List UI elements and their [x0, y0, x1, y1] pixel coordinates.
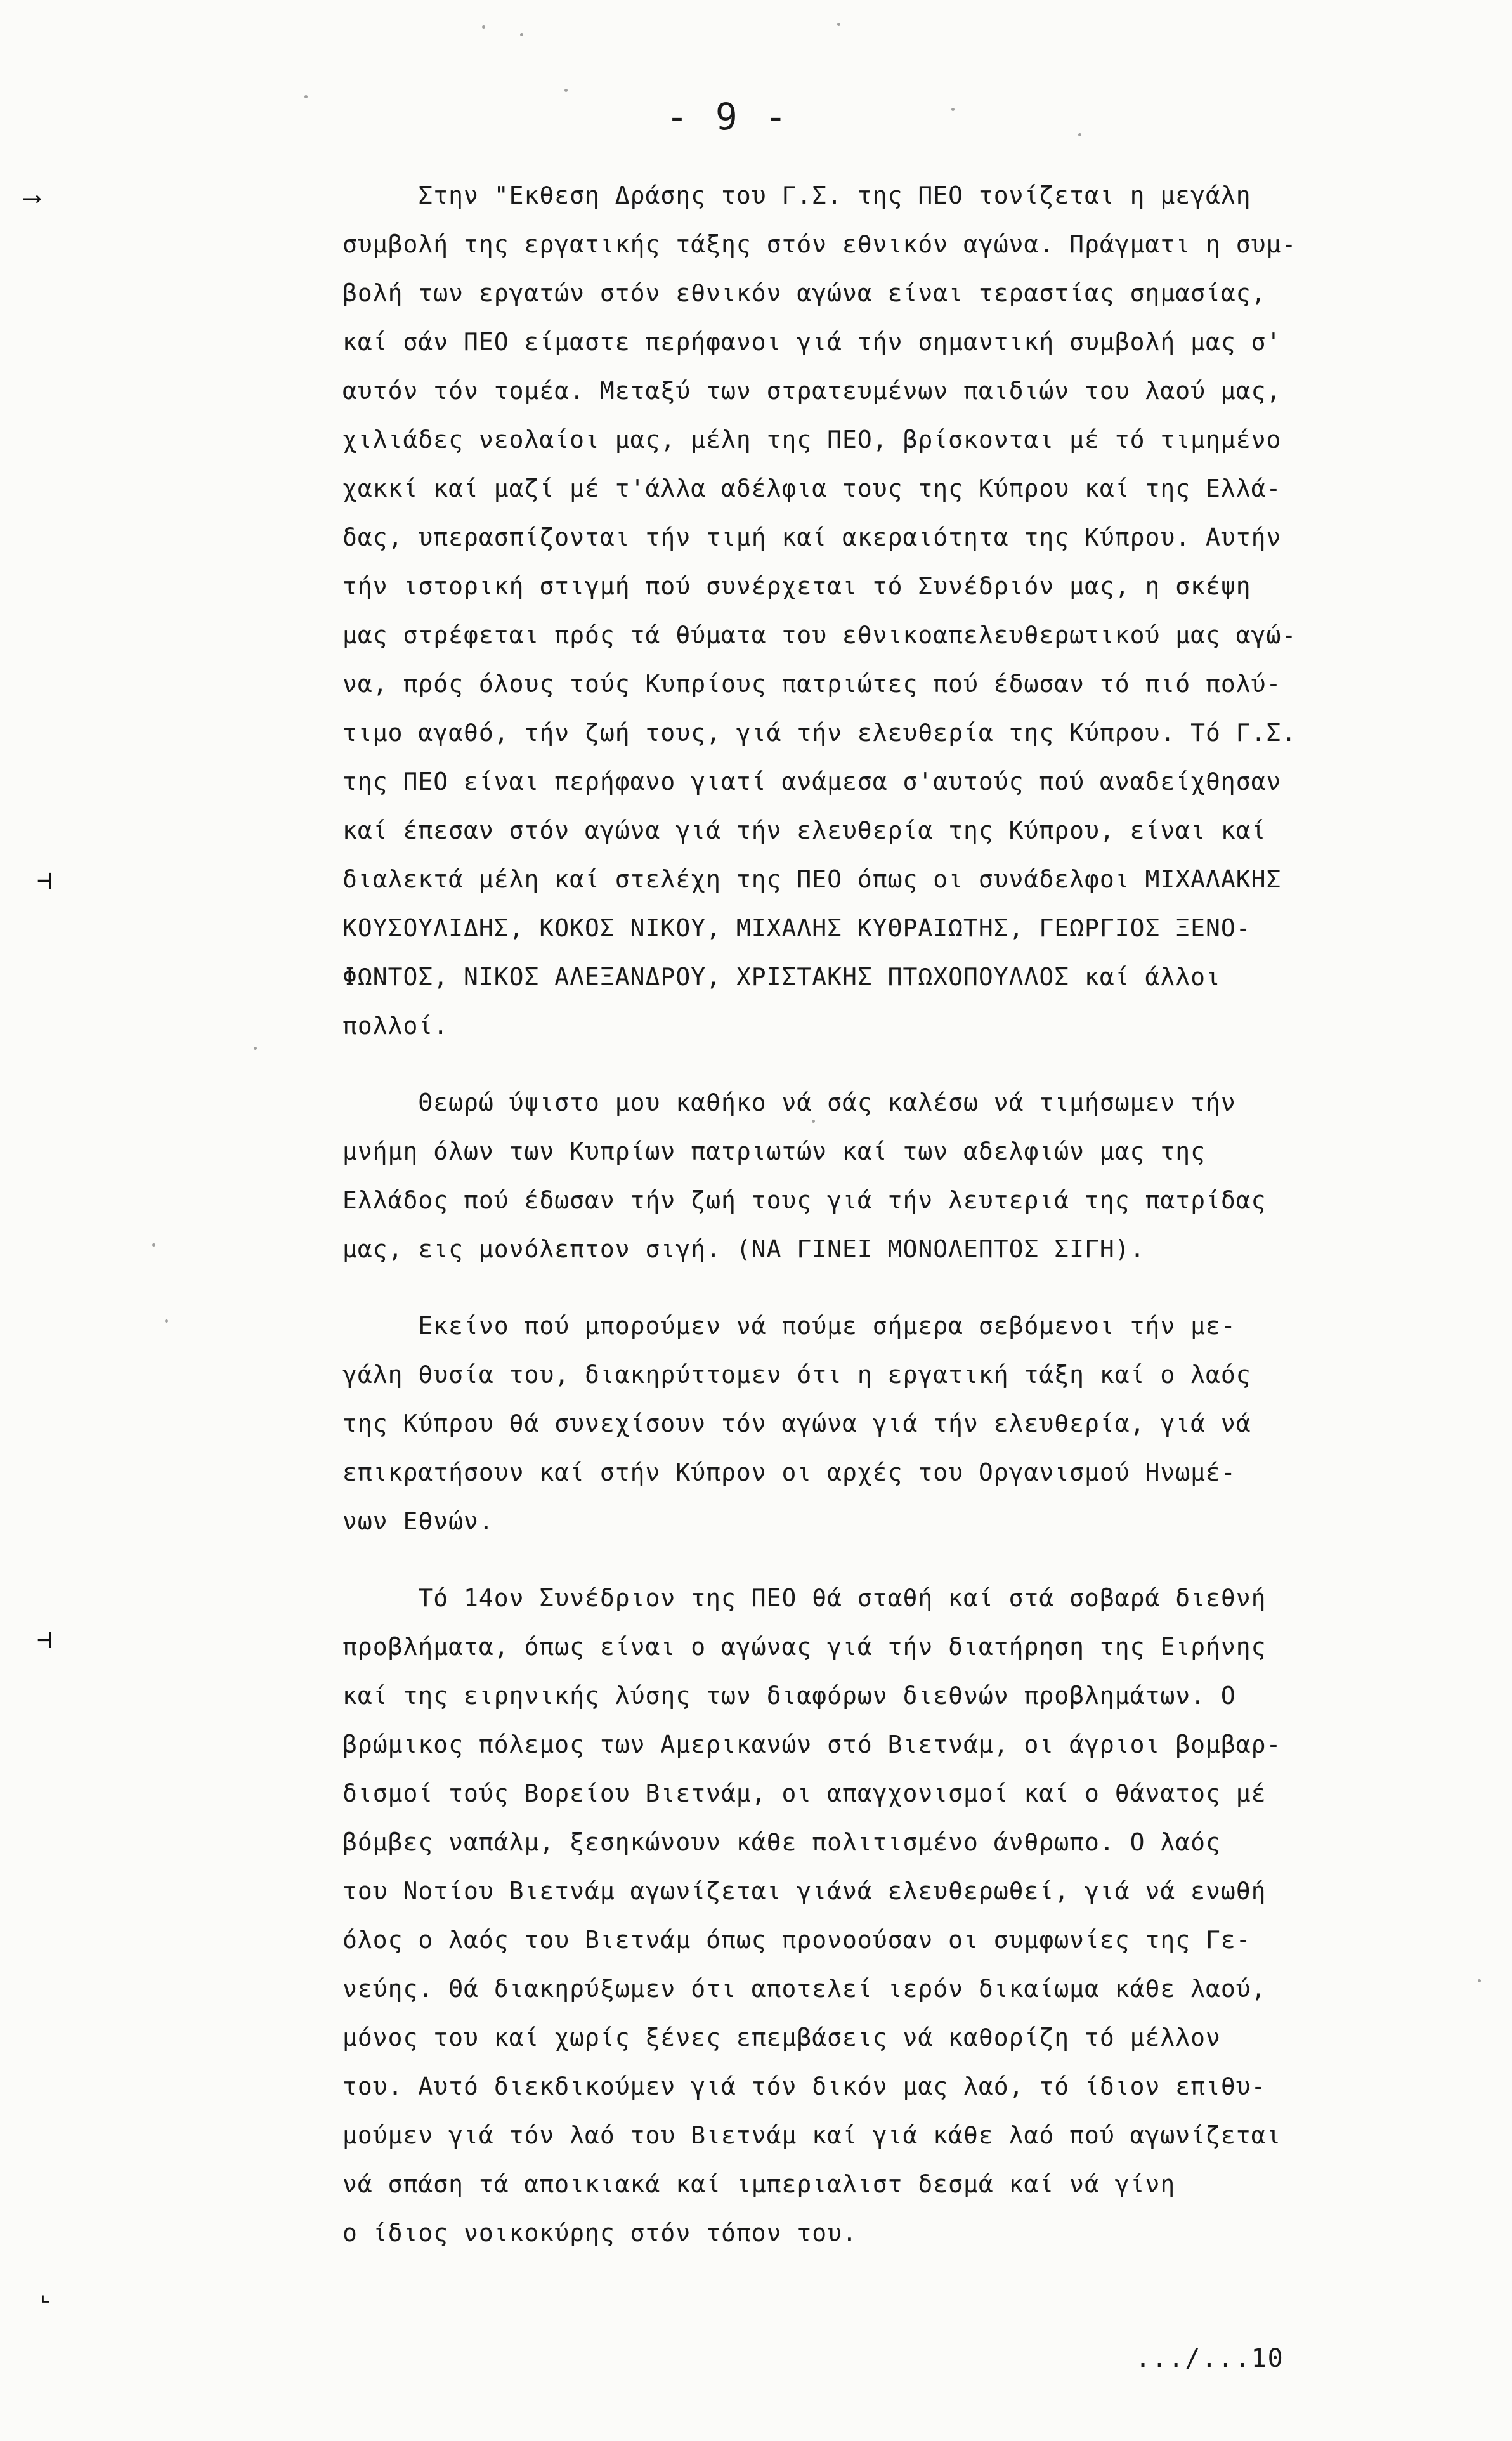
text-line: προβλήματα, όπως είναι ο αγώνας γιά τήν διατήρηση της Ειρήνης	[342, 1633, 1267, 1661]
scan-speck	[152, 1243, 155, 1247]
margin-mark: ⟶	[24, 183, 40, 213]
paragraph-gap	[342, 1274, 1459, 1302]
paragraph-international-problems	[342, 1574, 1459, 2258]
text-line: δισμοί τούς Βορείου Βιετνάμ, οι απαγχονισμοί καί ο θάνατος μέ	[342, 1779, 1267, 1807]
text-line: διαλεκτά μέλη καί στελέχη της ΠΕΟ όπως οι συνάδελφοι ΜΙΧΑΛΑΚΗΣ	[342, 865, 1282, 893]
paragraph-declaration	[342, 1302, 1459, 1546]
continuation-marker: .../...10	[1135, 2344, 1284, 2373]
text-line: νά σπάση τά αποικιακά καί ιμπεριαλιστ δεσμά καί νά γίνη	[342, 2170, 1176, 2198]
text-line: πολλοί.	[342, 1012, 449, 1040]
margin-mark: ⊣	[37, 1625, 53, 1654]
scan-speck	[482, 25, 485, 29]
text-line: Θεωρώ ύψιστο μου καθήκο νά σάς καλέσω νά τιμήσωμεν τήν	[342, 1089, 1236, 1116]
paragraph-gap	[342, 1050, 1459, 1078]
scan-speck	[520, 33, 523, 36]
margin-mark: ⌞	[39, 2282, 53, 2307]
text-line: μνήμη όλων των Κυπρίων πατριωτών καί των αδελφιών μας της	[342, 1137, 1206, 1165]
scan-speck	[951, 108, 955, 111]
text-line: τήν ιστορική στιγμή πού συνέρχεται τό Συνέδριόν μας, η σκέψη	[342, 572, 1251, 600]
text-line: χιλιάδες νεολαίοι μας, μέλη της ΠΕΟ, βρίσκονται μέ τό τιμημένο	[342, 426, 1282, 454]
text-line: επικρατήσουν καί στήν Κύπρον οι αρχές του Οργανισμού Ηνωμέ-	[342, 1458, 1236, 1486]
text-line: ΚΟΥΣΟΥΛΙΔΗΣ, ΚΟΚΟΣ ΝΙΚΟΥ, ΜΙΧΑΛΗΣ ΚΥΘΡΑΙΩΤΗΣ, ΓΕΩΡΓΙΟΣ ΞΕΝΟ-	[342, 914, 1251, 942]
text-line: μας, εις μονόλεπτον σιγή. (ΝΑ ΓΙΝΕΙ ΜΟΝΟΛΕΠΤΟΣ ΣΙΓΗ).	[342, 1235, 1145, 1263]
text-line: μας στρέφεται πρός τά θύματα του εθνικοαπελευθερωτικού μας αγώ-	[342, 621, 1297, 649]
text-line: συμβολή της εργατικής τάξης στόν εθνικόν αγώνα. Πράγματι η συμ-	[342, 230, 1297, 258]
paragraph-gap	[342, 1546, 1459, 1574]
text-line: τιμο αγαθό, τήν ζωή τους, γιά τήν ελευθερία της Κύπρου. Τό Γ.Σ.	[342, 719, 1297, 747]
text-line: χακκί καί μαζί μέ τ'άλλα αδέλφια τους της Κύπρου καί της Ελλά-	[342, 474, 1282, 502]
text-line: Τό 14ον Συνέδριον της ΠΕΟ θά σταθή καί στά σοβαρά διεθνή	[342, 1584, 1267, 1612]
text-line: καί της ειρηνικής λύσης των διαφόρων διεθνών προβλημάτων. Ο	[342, 1682, 1236, 1710]
scan-speck	[1078, 133, 1081, 136]
text-line: μούμεν γιά τόν λαό του Βιετνάμ καί γιά κάθε λαό πού αγωνίζεται	[342, 2121, 1282, 2149]
scan-speck	[564, 89, 568, 92]
scan-speck	[1478, 1979, 1481, 1982]
text-line: ΦΩΝΤΟΣ, ΝΙΚΟΣ ΑΛΕΞΑΝΔΡΟΥ, ΧΡΙΣΤΑΚΗΣ ΠΤΩΧΟΠΟΥΛΛΟΣ καί άλλοι	[342, 963, 1221, 991]
text-line: Εκείνο πού μπορούμεν νά πούμε σήμερα σεβόμενοι τήν με-	[342, 1312, 1236, 1340]
text-line: Ελλάδος πού έδωσαν τήν ζωή τους γιά τήν λευτεριά της πατρίδας	[342, 1186, 1267, 1214]
text-line: της ΠΕΟ είναι περήφανο γιατί ανάμεσα σ'αυτούς πού αναδείχθησαν	[342, 768, 1282, 795]
document-body	[342, 171, 1459, 2258]
text-line: αυτόν τόν τομέα. Μεταξύ των στρατευμένων παιδιών του λαού μας,	[342, 377, 1282, 405]
text-line: μόνος του καί χωρίς ξένες επεμβάσεις νά καθορίζη τό μέλλον	[342, 2024, 1221, 2052]
paragraph-union-contribution	[342, 171, 1459, 1050]
scan-speck	[304, 95, 308, 98]
text-line: βολή των εργατών στόν εθνικόν αγώνα είναι τεραστίας σημασίας,	[342, 279, 1267, 307]
text-line: καί σάν ΠΕΟ είμαστε περήφανοι γιά τήν σημαντική συμβολή μας σ'	[342, 328, 1282, 356]
text-line: νεύης. Θά διακηρύξωμεν ότι αποτελεί ιερόν δικαίωμα κάθε λαού,	[342, 1975, 1267, 2003]
text-line: καί έπεσαν στόν αγώνα γιά τήν ελευθερία της Κύπρου, είναι καί	[342, 816, 1267, 844]
text-line: βρώμικος πόλεμος των Αμερικανών στό Βιετνάμ, οι άγριοι βομβαρ-	[342, 1731, 1282, 1758]
paragraph-minute-of-silence	[342, 1078, 1459, 1274]
scan-speck	[165, 1319, 168, 1323]
margin-mark: ⊣	[37, 866, 53, 895]
text-line: της Κύπρου θά συνεχίσουν τόν αγώνα γιά τήν ελευθερία, γιά νά	[342, 1410, 1251, 1437]
text-line: δας, υπερασπίζονται τήν τιμή καί ακεραιότητα της Κύπρου. Αυτήν	[342, 523, 1282, 551]
page-number: - 9 -	[666, 95, 790, 138]
text-line: του Νοτίου Βιετνάμ αγωνίζεται γιάνά ελευθερωθεί, γιά νά ενωθή	[342, 1877, 1267, 1905]
text-line: βόμβες ναπάλμ, ξεσηκώνουν κάθε πολιτισμένο άνθρωπο. Ο λαός	[342, 1828, 1221, 1856]
scan-speck	[837, 23, 840, 26]
scan-speck	[812, 1120, 815, 1123]
text-line: του. Αυτό διεκδικούμεν γιά τόν δικόν μας λαό, τό ίδιον επιθυ-	[342, 2072, 1267, 2100]
text-line: ο ίδιος νοικοκύρης στόν τόπον του.	[342, 2219, 857, 2247]
text-line: γάλη θυσία του, διακηρύττομεν ότι η εργατική τάξη καί ο λαός	[342, 1361, 1251, 1389]
text-line: να, πρός όλους τούς Κυπρίους πατριώτες πού έδωσαν τό πιό πολύ-	[342, 670, 1282, 698]
text-line: Στην "Εκθεση Δράσης του Γ.Σ. της ΠΕΟ τονίζεται η μεγάλη	[342, 181, 1251, 209]
scan-speck	[254, 1047, 257, 1050]
text-line: νων Εθνών.	[342, 1507, 494, 1535]
text-line: όλος ο λαός του Βιετνάμ όπως προνοούσαν οι συμφωνίες της Γε-	[342, 1926, 1251, 1954]
